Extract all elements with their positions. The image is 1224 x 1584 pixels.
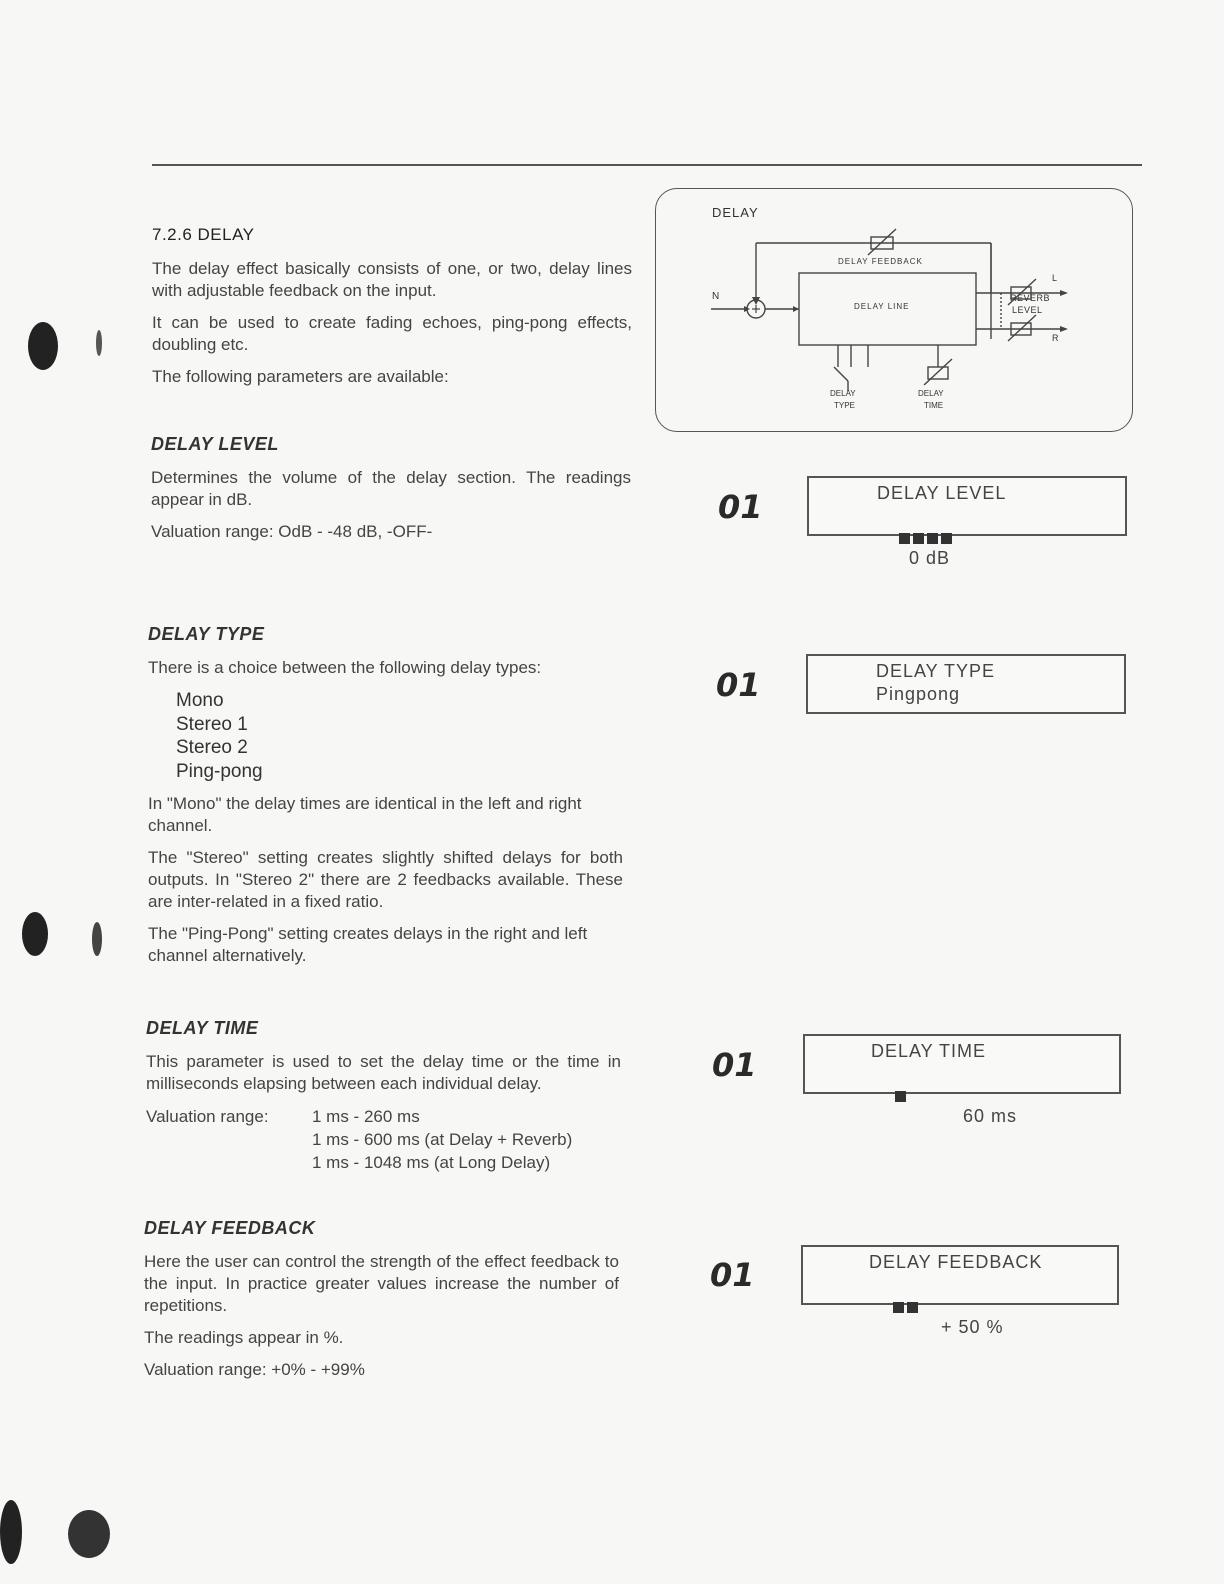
delay-time-number: 01 — [712, 1046, 757, 1084]
delay-feedback-range: Valuation range: +0% - +99% — [144, 1360, 365, 1379]
intro-paragraph-3: The following parameters are available: — [152, 367, 449, 386]
lcd-bar-segment — [895, 1091, 906, 1102]
delay-feedback-section — [144, 1218, 619, 1391]
delay-level-range: Valuation range: OdB - -48 dB, -OFF- — [151, 522, 433, 541]
delay-feedback-lcd-value-row — [869, 1275, 1004, 1359]
lcd-bar-segment — [907, 1302, 918, 1313]
intro-paragraph-2: It can be used to create fading echoes, ping-pong effects, doubling etc. — [152, 313, 632, 354]
delay-type-intro: There is a choice between the following delay types: — [148, 658, 542, 677]
diagram-type-label-2: TYPE — [834, 401, 855, 410]
delay-feedback-units: The readings appear in %. — [144, 1328, 344, 1347]
delay-level-heading: DELAY LEVEL — [151, 434, 279, 454]
delay-type-lcd-value: Pingpong — [876, 684, 961, 704]
delay-level-lcd — [807, 476, 1127, 568]
delay-feedback-lcd — [801, 1245, 1119, 1337]
delay-type-mono: Mono — [176, 690, 224, 711]
delay-type-lcd — [806, 654, 1126, 714]
delay-type-ping-pong: Ping-pong — [176, 760, 263, 782]
delay-type-stereo-1: Stereo 1 — [176, 713, 248, 735]
diagram-title: DELAY — [712, 205, 759, 220]
delay-level-lcd-value: 0 dB — [909, 548, 951, 568]
lcd-bar-segment — [941, 533, 952, 544]
delay-time-lcd — [803, 1034, 1121, 1126]
delay-level-lcd-label: DELAY LEVEL — [877, 483, 1007, 503]
delay-feedback-lcd-bars — [893, 1296, 921, 1316]
delay-time-range-label: Valuation range: — [146, 1107, 269, 1126]
lcd-bar-segment — [899, 533, 910, 544]
delay-time-lcd-value: 60 ms — [963, 1106, 1018, 1126]
diagram-feedback-label: DELAY FEEDBACK — [838, 257, 923, 266]
delay-type-lcd-label: DELAY TYPE — [876, 661, 996, 681]
delay-level-number: 01 — [718, 488, 763, 526]
delay-time-heading: DELAY TIME — [146, 1018, 259, 1038]
delay-feedback-number: 01 — [710, 1256, 755, 1294]
top-rule — [152, 164, 1142, 166]
delay-type-pingpong-text: The "Ping-Pong" setting creates delays in the right and left channel alternatively. — [148, 924, 588, 965]
delay-time-lcd-value-row — [871, 1064, 1017, 1148]
diagram-time-label-2: TIME — [924, 401, 944, 410]
delay-time-range-block — [146, 1105, 621, 1177]
delay-level-lcd-bars — [899, 527, 955, 547]
delay-block-diagram — [655, 188, 1133, 432]
delay-time-range-3: 1 ms - 1048 ms (at Long Delay) — [312, 1153, 551, 1172]
diagram-reverb-label: REVERB — [1010, 293, 1051, 303]
delay-type-section — [148, 624, 623, 977]
intro-text — [152, 258, 632, 398]
diagram-delay-line-label: DELAY LINE — [854, 302, 910, 311]
intro-paragraph-1: The delay effect basically consists of one, or two, delay lines with adjustable feedback on the input. — [152, 259, 632, 300]
delay-level-description: Determines the volume of the delay section. The readings appear in dB. — [151, 468, 631, 509]
delay-feedback-lcd-label: DELAY FEEDBACK — [869, 1252, 1043, 1272]
delay-time-range-2: 1 ms - 600 ms (at Delay + Reverb) — [312, 1130, 573, 1149]
delay-diagram-svg — [656, 189, 1134, 433]
delay-type-number: 01 — [716, 666, 761, 704]
diagram-time-label-1: DELAY — [918, 389, 944, 398]
delay-type-mono-text: In "Mono" the delay times are identical in the left and right channel. — [148, 794, 582, 835]
delay-time-lcd-label: DELAY TIME — [871, 1041, 987, 1061]
diagram-out-l: L — [1052, 273, 1058, 283]
lcd-bar-segment — [927, 533, 938, 544]
delay-feedback-description: Here the user can control the strength of the effect feedback to the input. In practice greater values increase the number of repetitions. — [144, 1252, 619, 1315]
delay-feedback-lcd-value: + 50 % — [941, 1317, 1004, 1337]
lcd-bar-segment — [913, 533, 924, 544]
delay-level-lcd-value-row — [875, 506, 955, 590]
delay-level-section — [151, 434, 631, 553]
delay-time-description: This parameter is used to set the delay time or the time in milliseconds elapsing between each individual delay. — [146, 1052, 621, 1093]
diagram-out-r: R — [1052, 333, 1059, 343]
section-title: 7.2.6 DELAY — [152, 225, 255, 244]
delay-time-lcd-bars — [895, 1085, 909, 1105]
delay-feedback-heading: DELAY FEEDBACK — [144, 1218, 316, 1238]
delay-type-list — [176, 689, 623, 783]
delay-time-section — [146, 1018, 621, 1177]
lcd-bar-segment — [893, 1302, 904, 1313]
delay-type-heading: DELAY TYPE — [148, 624, 265, 644]
delay-type-stereo-text: The "Stereo" setting creates slightly shifted delays for both outputs. In "Stereo 2" there are 2 feedbacks available. These are inter-related in a fixed ratio. — [148, 848, 623, 911]
delay-type-stereo-2: Stereo 2 — [176, 737, 248, 758]
diagram-input-label: N — [712, 291, 720, 302]
diagram-type-label-1: DELAY — [830, 389, 856, 398]
diagram-level-label: LEVEL — [1012, 305, 1043, 315]
delay-time-range-1: 1 ms - 260 ms — [312, 1107, 420, 1126]
